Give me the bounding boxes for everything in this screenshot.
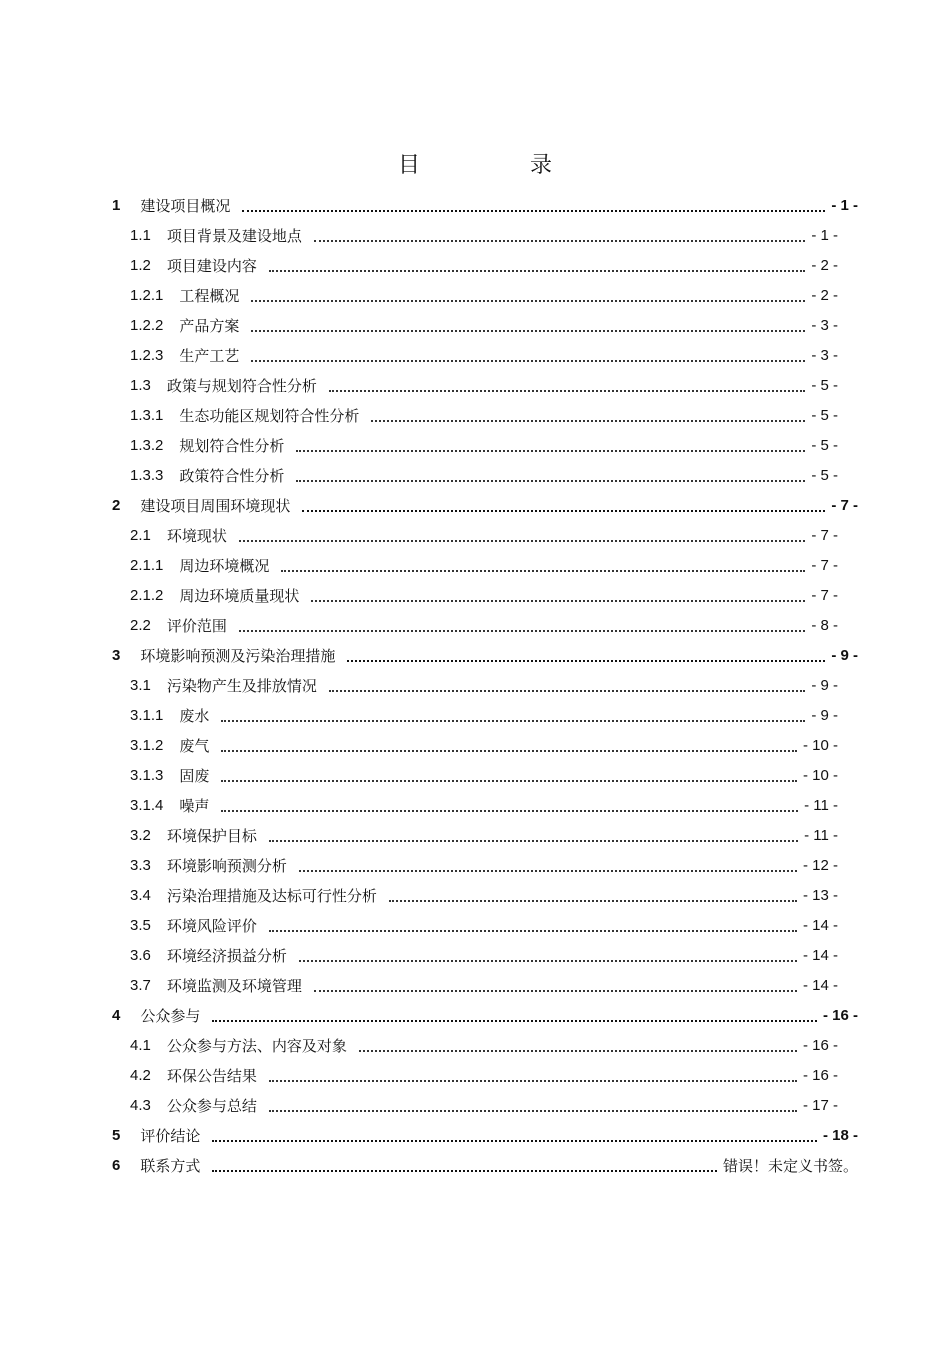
toc-entry-number: 1.2.2 <box>130 316 164 334</box>
toc-dot-leader <box>212 1139 817 1142</box>
toc-entry[interactable] <box>130 672 838 698</box>
toc-entry-title: 环境保护目标 <box>166 826 257 845</box>
toc-entry[interactable] <box>130 1062 838 1088</box>
toc-entry-title: 规划符合性分析 <box>179 436 285 455</box>
toc-dot-leader <box>296 449 805 452</box>
toc-entry-page: - 5 - <box>811 406 838 424</box>
toc-entry-page: 错误！未定义书签。 <box>722 1156 858 1175</box>
toc-entry[interactable] <box>112 1152 858 1178</box>
toc-dot-leader <box>311 599 805 602</box>
toc-entry-number: 3 <box>112 646 121 664</box>
toc-entry-number: 1.2.3 <box>130 346 164 364</box>
toc-dot-leader <box>299 869 797 872</box>
toc-entry-number: 3.1 <box>130 676 151 694</box>
toc-dot-leader <box>212 1019 817 1022</box>
toc-entry-number: 1.3.2 <box>130 436 164 454</box>
toc-entry-title: 项目建设内容 <box>166 256 257 275</box>
toc-entry-number: 2.2 <box>130 616 151 634</box>
toc-dot-leader <box>359 1049 797 1052</box>
toc-entry-title: 周边环境概况 <box>179 556 270 575</box>
toc-entry-title: 工程概况 <box>179 286 240 305</box>
toc-entry-page: - 7 - <box>831 496 858 514</box>
toc-dot-leader <box>269 1079 797 1082</box>
toc-entry[interactable] <box>130 222 838 248</box>
toc-entry[interactable] <box>112 642 858 668</box>
toc-entry-title: 周边环境质量现状 <box>179 586 300 605</box>
toc-entry-title: 环境监测及环境管理 <box>166 976 302 995</box>
toc-entry-title: 产品方案 <box>179 316 240 335</box>
toc-entry-page: - 8 - <box>811 616 838 634</box>
toc-entry[interactable] <box>130 552 838 578</box>
toc-entry[interactable] <box>130 1092 838 1118</box>
toc-entry-title: 联系方式 <box>140 1156 201 1175</box>
toc-entry-page: - 7 - <box>811 556 838 574</box>
toc-dot-leader <box>389 899 797 902</box>
toc-entry-page: - 2 - <box>811 286 838 304</box>
toc-entry-title: 污染治理措施及达标可行性分析 <box>166 886 377 905</box>
toc-entry-number: 1 <box>112 196 121 214</box>
toc-entry[interactable] <box>112 1122 858 1148</box>
toc-dot-leader <box>299 959 797 962</box>
toc-entry-title: 评价结论 <box>140 1126 201 1145</box>
toc-entry[interactable] <box>130 252 838 278</box>
toc-entry-page: - 9 - <box>831 646 858 664</box>
toc-entry-page: - 11 - <box>804 796 838 814</box>
toc-entry-number: 3.1.4 <box>130 796 164 814</box>
toc-dot-leader <box>221 809 798 812</box>
toc-dot-leader <box>371 419 805 422</box>
toc-entry-page: - 18 - <box>822 1126 858 1144</box>
toc-entry[interactable] <box>130 702 838 728</box>
toc-entry-page: - 5 - <box>811 466 838 484</box>
toc-entry[interactable] <box>112 1002 858 1028</box>
toc-dot-leader <box>302 509 825 512</box>
toc-entry-page: - 10 - <box>802 766 838 784</box>
toc-entry[interactable] <box>130 282 838 308</box>
toc-dot-leader <box>221 749 797 752</box>
toc-dot-leader <box>314 239 805 242</box>
toc-entry[interactable] <box>130 312 838 338</box>
toc-entry-page: - 9 - <box>811 706 838 724</box>
toc-entry-page: - 10 - <box>802 736 838 754</box>
toc-entry-number: 4.3 <box>130 1096 151 1114</box>
toc-entry[interactable] <box>130 522 838 548</box>
toc-entry-page: - 5 - <box>811 376 838 394</box>
toc-entry-number: 3.1.3 <box>130 766 164 784</box>
toc-entry[interactable] <box>130 972 838 998</box>
toc-entry-title: 政策与规划符合性分析 <box>166 376 317 395</box>
toc-entry-page: - 17 - <box>802 1096 838 1114</box>
toc-entry-title: 公众参与总结 <box>166 1096 257 1115</box>
toc-entry[interactable] <box>130 732 838 758</box>
toc-entry-title: 污染物产生及排放情况 <box>166 676 317 695</box>
toc-entry[interactable] <box>130 762 838 788</box>
toc-entry[interactable] <box>130 852 838 878</box>
toc-entry-number: 3.5 <box>130 916 151 934</box>
toc-dot-leader <box>251 359 805 362</box>
toc-dot-leader <box>269 839 798 842</box>
toc-entry-number: 2.1.2 <box>130 586 164 604</box>
toc-dot-leader <box>221 779 797 782</box>
toc-entry-number: 1.3 <box>130 376 151 394</box>
toc-dot-leader <box>242 209 825 212</box>
toc-entry[interactable] <box>130 432 838 458</box>
toc-entry-page: - 14 - <box>802 946 838 964</box>
toc-entry[interactable] <box>130 912 838 938</box>
toc-entry-page: - 11 - <box>804 826 838 844</box>
toc-entry-number: 4.2 <box>130 1066 151 1084</box>
toc-entry-title: 环境影响预测分析 <box>166 856 287 875</box>
toc-entry-page: - 12 - <box>802 856 838 874</box>
toc-dot-leader <box>239 629 805 632</box>
toc-entry-number: 1.2.1 <box>130 286 164 304</box>
toc-entry-number: 3.3 <box>130 856 151 874</box>
toc-entry-number: 4.1 <box>130 1036 151 1054</box>
toc-entry-number: 2 <box>112 496 121 514</box>
toc-entry-page: - 3 - <box>811 316 838 334</box>
toc-entry-page: - 9 - <box>811 676 838 694</box>
toc-entry-page: - 13 - <box>802 886 838 904</box>
toc-entry-number: 3.1.1 <box>130 706 164 724</box>
toc-dot-leader <box>347 659 825 662</box>
toc-entry-page: - 1 - <box>811 226 838 244</box>
toc-dot-leader <box>296 479 805 482</box>
toc-entry-page: - 2 - <box>811 256 838 274</box>
toc-entry[interactable] <box>130 372 838 398</box>
toc-entry-page: - 16 - <box>802 1036 838 1054</box>
toc-entry-title: 废水 <box>179 706 210 725</box>
toc-entry-title: 公众参与 <box>140 1006 201 1025</box>
toc-entry-page: - 3 - <box>811 346 838 364</box>
toc-dot-leader <box>251 329 805 332</box>
toc-entry-number: 2.1 <box>130 526 151 544</box>
toc-entry-number: 2.1.1 <box>130 556 164 574</box>
toc-entry-title: 项目背景及建设地点 <box>166 226 302 245</box>
toc-dot-leader <box>221 719 805 722</box>
toc-entry-number: 3.6 <box>130 946 151 964</box>
toc-dot-leader <box>251 299 805 302</box>
toc-dot-leader <box>239 539 805 542</box>
toc-entry-number: 4 <box>112 1006 121 1024</box>
toc-entry-title: 建设项目概况 <box>140 196 231 215</box>
toc-entry-title: 噪声 <box>179 796 210 815</box>
toc-dot-leader <box>329 689 805 692</box>
toc-entry-page: - 14 - <box>802 916 838 934</box>
toc-entry-title: 环境经济损益分析 <box>166 946 287 965</box>
toc-entry-title: 建设项目周围环境现状 <box>140 496 291 515</box>
toc-entry[interactable] <box>130 342 838 368</box>
toc-entry-number: 3.4 <box>130 886 151 904</box>
toc-dot-leader <box>269 929 797 932</box>
toc-entry-title: 公众参与方法、内容及对象 <box>166 1036 347 1055</box>
toc-entry-title: 生产工艺 <box>179 346 240 365</box>
toc-dot-leader <box>314 989 797 992</box>
toc-entry-number: 1.3.1 <box>130 406 164 424</box>
toc-entry[interactable] <box>130 582 838 608</box>
toc-entry-number: 1.3.3 <box>130 466 164 484</box>
toc-entry-title: 环境影响预测及污染治理措施 <box>140 646 336 665</box>
toc-dot-leader <box>269 269 805 272</box>
toc-dot-leader <box>281 569 805 572</box>
toc-entry-page: - 16 - <box>802 1066 838 1084</box>
toc-entry[interactable] <box>130 1032 838 1058</box>
toc-entry[interactable] <box>112 492 858 518</box>
toc-entry-page: - 7 - <box>811 586 838 604</box>
toc-entry-number: 1.2 <box>130 256 151 274</box>
toc-entry[interactable] <box>130 882 838 908</box>
toc-entry-number: 3.2 <box>130 826 151 844</box>
toc-entry[interactable] <box>130 822 838 848</box>
toc-entry-title: 环保公告结果 <box>166 1066 257 1085</box>
toc-entry-title: 环境现状 <box>166 526 227 545</box>
toc-entry-page: - 16 - <box>822 1006 858 1024</box>
toc-dot-leader <box>329 389 805 392</box>
toc-entry-number: 5 <box>112 1126 121 1144</box>
toc-entry[interactable] <box>130 462 838 488</box>
toc-entry-page: - 7 - <box>811 526 838 544</box>
toc-entry[interactable] <box>130 792 838 818</box>
toc-entry-title: 政策符合性分析 <box>179 466 285 485</box>
toc-entry-title: 环境风险评价 <box>166 916 257 935</box>
toc-entry-number: 3.7 <box>130 976 151 994</box>
toc-entry-title: 生态功能区规划符合性分析 <box>179 406 360 425</box>
toc-entry-number: 6 <box>112 1156 121 1174</box>
toc-entry-page: - 1 - <box>831 196 858 214</box>
toc-entry-number: 3.1.2 <box>130 736 164 754</box>
toc-dot-leader <box>212 1169 717 1172</box>
toc-entry[interactable] <box>112 192 858 218</box>
toc-entry[interactable] <box>130 942 838 968</box>
toc-entry-title: 固废 <box>179 766 210 785</box>
toc-entry-page: - 5 - <box>811 436 838 454</box>
toc-title: 目 录 <box>397 153 596 178</box>
toc-entry-number: 1.1 <box>130 226 151 244</box>
toc-entry-page: - 14 - <box>802 976 838 994</box>
toc-dot-leader <box>269 1109 797 1112</box>
toc-entry-title: 废气 <box>179 736 210 755</box>
toc-entry-title: 评价范围 <box>166 616 227 635</box>
toc-entry[interactable] <box>130 612 838 638</box>
toc-entry[interactable] <box>130 402 838 428</box>
